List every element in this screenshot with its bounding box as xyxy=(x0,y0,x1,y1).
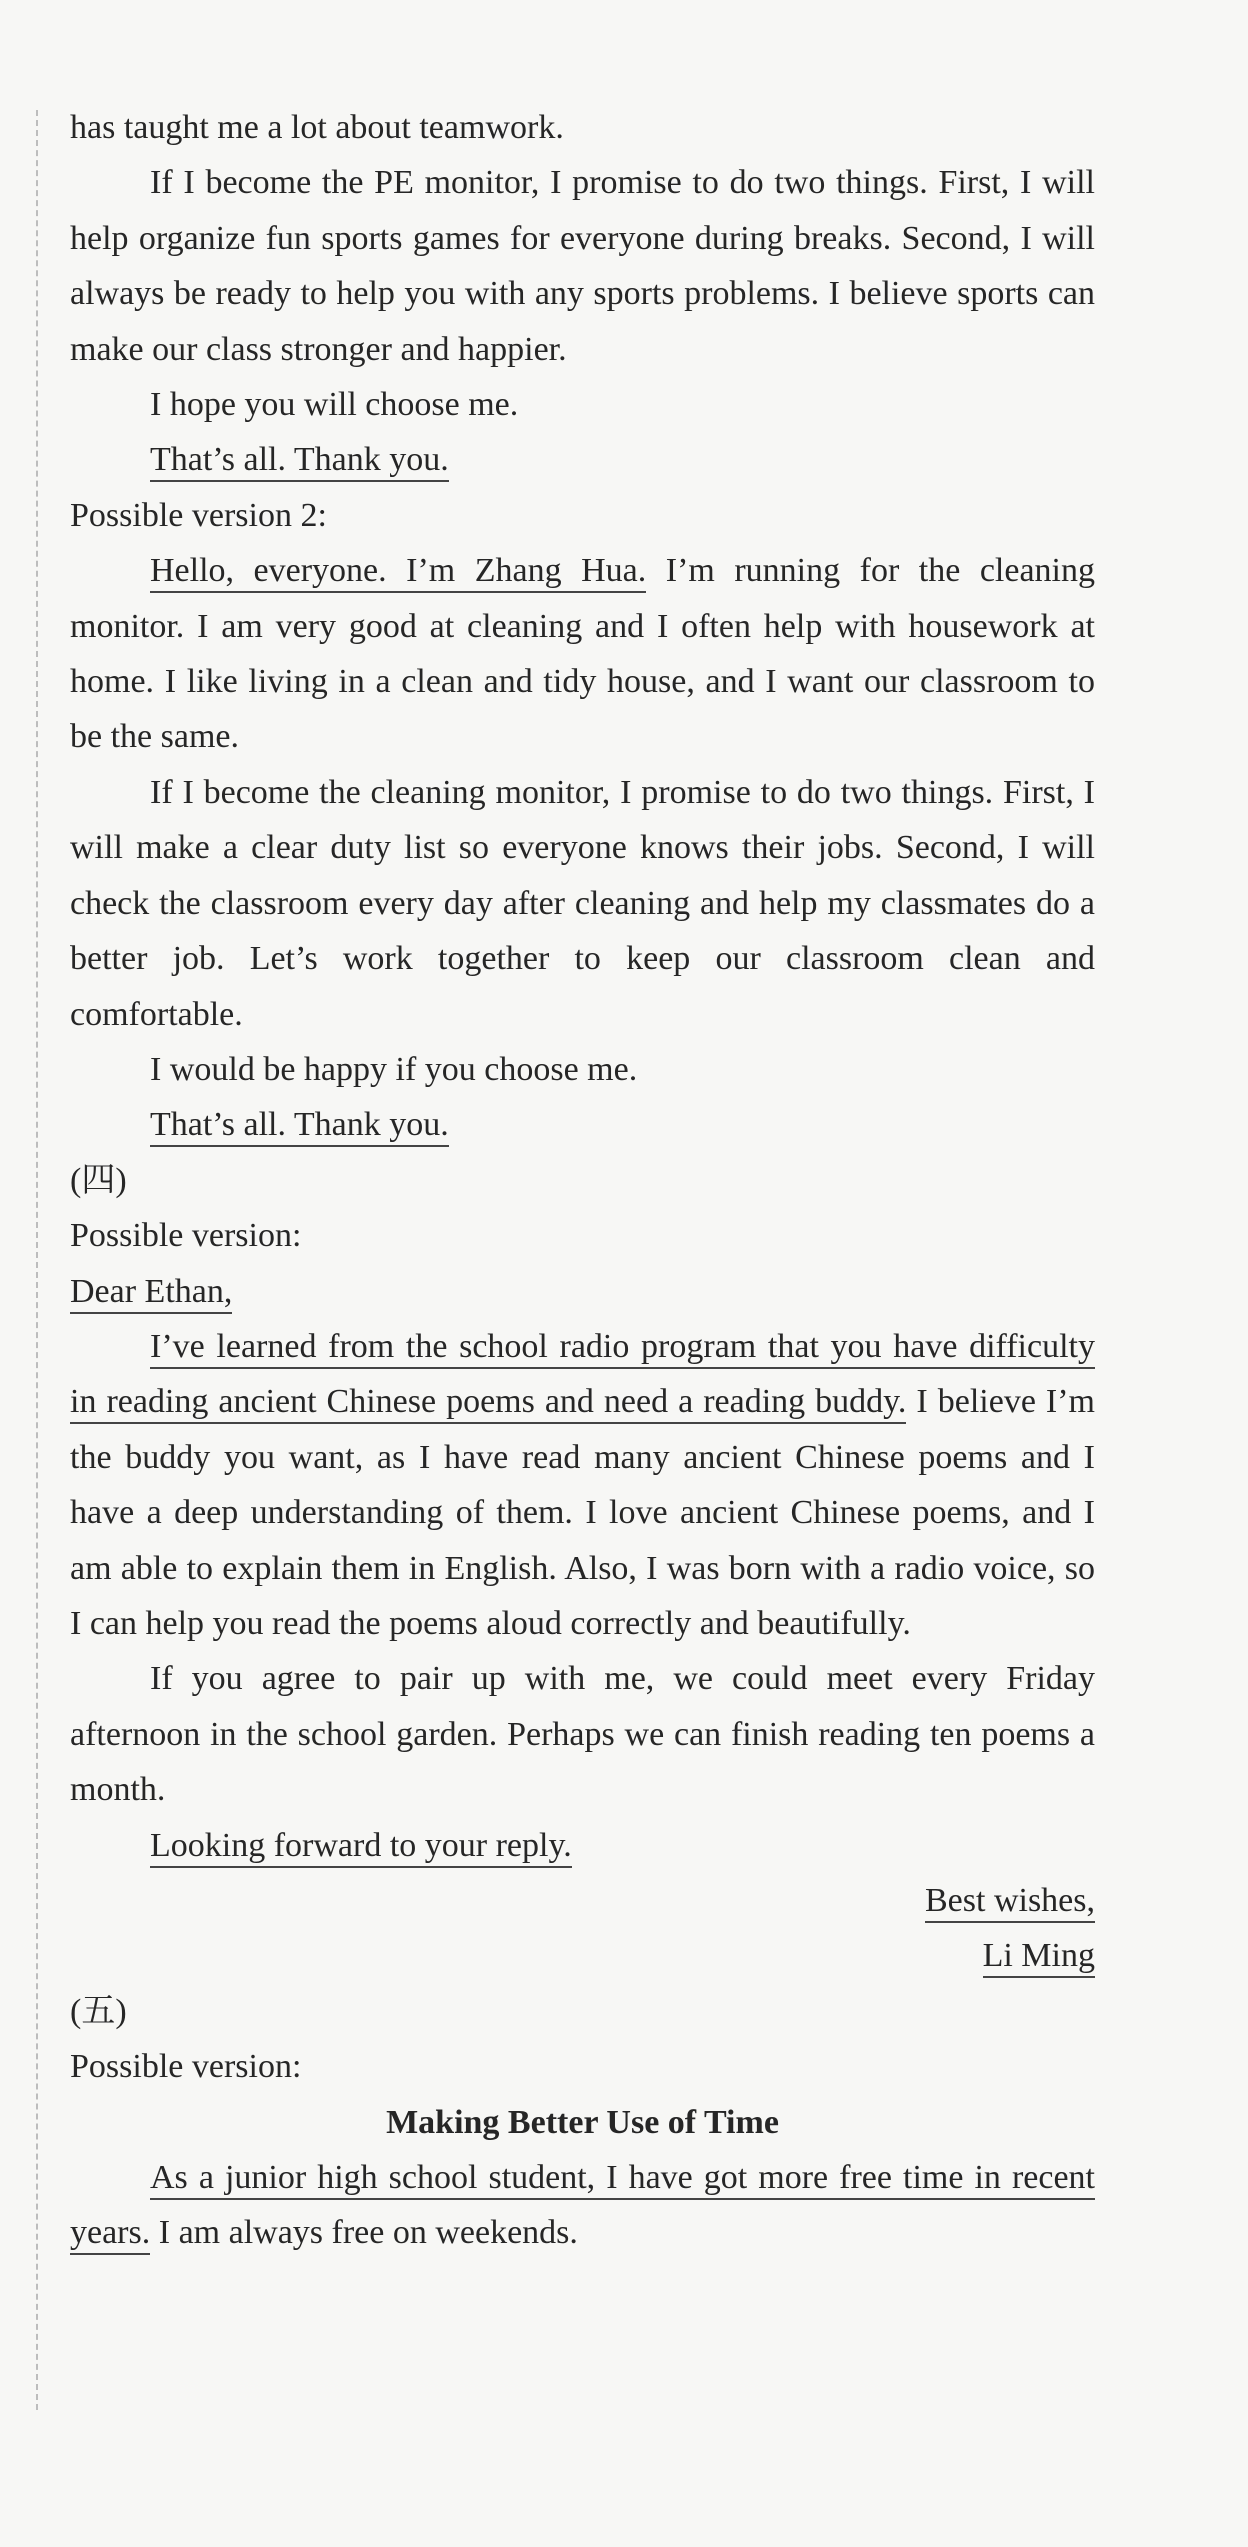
letter-signature xyxy=(70,1928,1095,1983)
letter-reply-underlined: Looking forward to your reply. xyxy=(150,1827,572,1868)
v2-intro-rest: I’m running for the cleaning monitor. I am very good at cleaning and I often help with housework at home. I like living in a clean and tidy house, and I want our classroom to be the same. xyxy=(70,552,1095,756)
section-4-heading: (四) xyxy=(70,1161,127,1199)
v2-paragraph-intro xyxy=(70,543,1095,765)
letter-paragraph-3 xyxy=(70,1818,1095,1873)
letter-signature-underlined: Li Ming xyxy=(983,1937,1095,1978)
v1-closing-underlined: That’s all. Thank you. xyxy=(150,441,449,482)
letter-paragraph-2: If you agree to pair up with me, we could meet every Friday afternoon in the school garden. Perhaps we can finish reading ten poems a month. xyxy=(70,1660,1095,1809)
v2-paragraph-promise: If I become the cleaning monitor, I promise to do two things. First, I will make a clear duty list so everyone knows their jobs. Second, I will check the classroom every day after cleaning and help my classmates do a better job. Let’s work together to keep our classroom clean and comfortable. xyxy=(70,773,1095,1033)
v1-paragraph-end: has taught me a lot about teamwork. xyxy=(70,109,564,146)
letter-paragraph-1-rest: I believe I’m the buddy you want, as I have read many ancient Chinese poems and I have a deep understanding of them. I love ancient Chinese poems, and I am able to explain them in English. Also, I was born with a radio voice, so I can help you read the poems aloud correctly and beautifully. xyxy=(70,1383,1096,1642)
document-page xyxy=(70,100,1095,2261)
letter-paragraph-1 xyxy=(70,1319,1095,1651)
essay-title: Making Better Use of Time xyxy=(386,2103,779,2141)
v2-paragraph-hope: I would be happy if you choose me. xyxy=(150,1050,638,1088)
section-5-label: Possible version: xyxy=(70,2048,302,2086)
section-5-heading: (五) xyxy=(70,1992,127,2030)
essay-opening-underlined: As a junior high school student, I have got more free time in recent years. xyxy=(70,2159,1095,2255)
essay-paragraph-1 xyxy=(70,2150,1095,2261)
v2-label: Possible version 2: xyxy=(70,496,327,534)
v2-intro-underlined: Hello, everyone. I’m Zhang Hua. xyxy=(150,552,646,593)
v2-closing-underlined: That’s all. Thank you. xyxy=(150,1106,449,1147)
v1-paragraph-closing xyxy=(70,432,1095,487)
letter-greeting xyxy=(70,1264,1095,1319)
v2-paragraph-closing xyxy=(70,1097,1095,1152)
letter-greeting-underlined: Dear Ethan, xyxy=(70,1273,232,1314)
v1-paragraph-hope: I hope you will choose me. xyxy=(150,386,519,424)
letter-closing-underlined: Best wishes, xyxy=(925,1882,1095,1923)
letter-opening-underlined: I’ve learned from the school radio program that you have difficulty in reading ancient Chinese poems and need a reading buddy. xyxy=(70,1328,1095,1424)
essay-paragraph-1-rest: I am always free on weekends. xyxy=(150,2214,578,2252)
section-4-label: Possible version: xyxy=(70,1217,302,1255)
v1-paragraph-promise: If I become the PE monitor, I promise to do two things. First, I will help organize fun sports games for everyone during breaks. Second, I will always be ready to help you with any sports problems. I believe sports can make our class stronger and happier. xyxy=(70,164,1095,368)
binding-margin-line xyxy=(36,110,38,2410)
letter-closing xyxy=(70,1873,1095,1928)
